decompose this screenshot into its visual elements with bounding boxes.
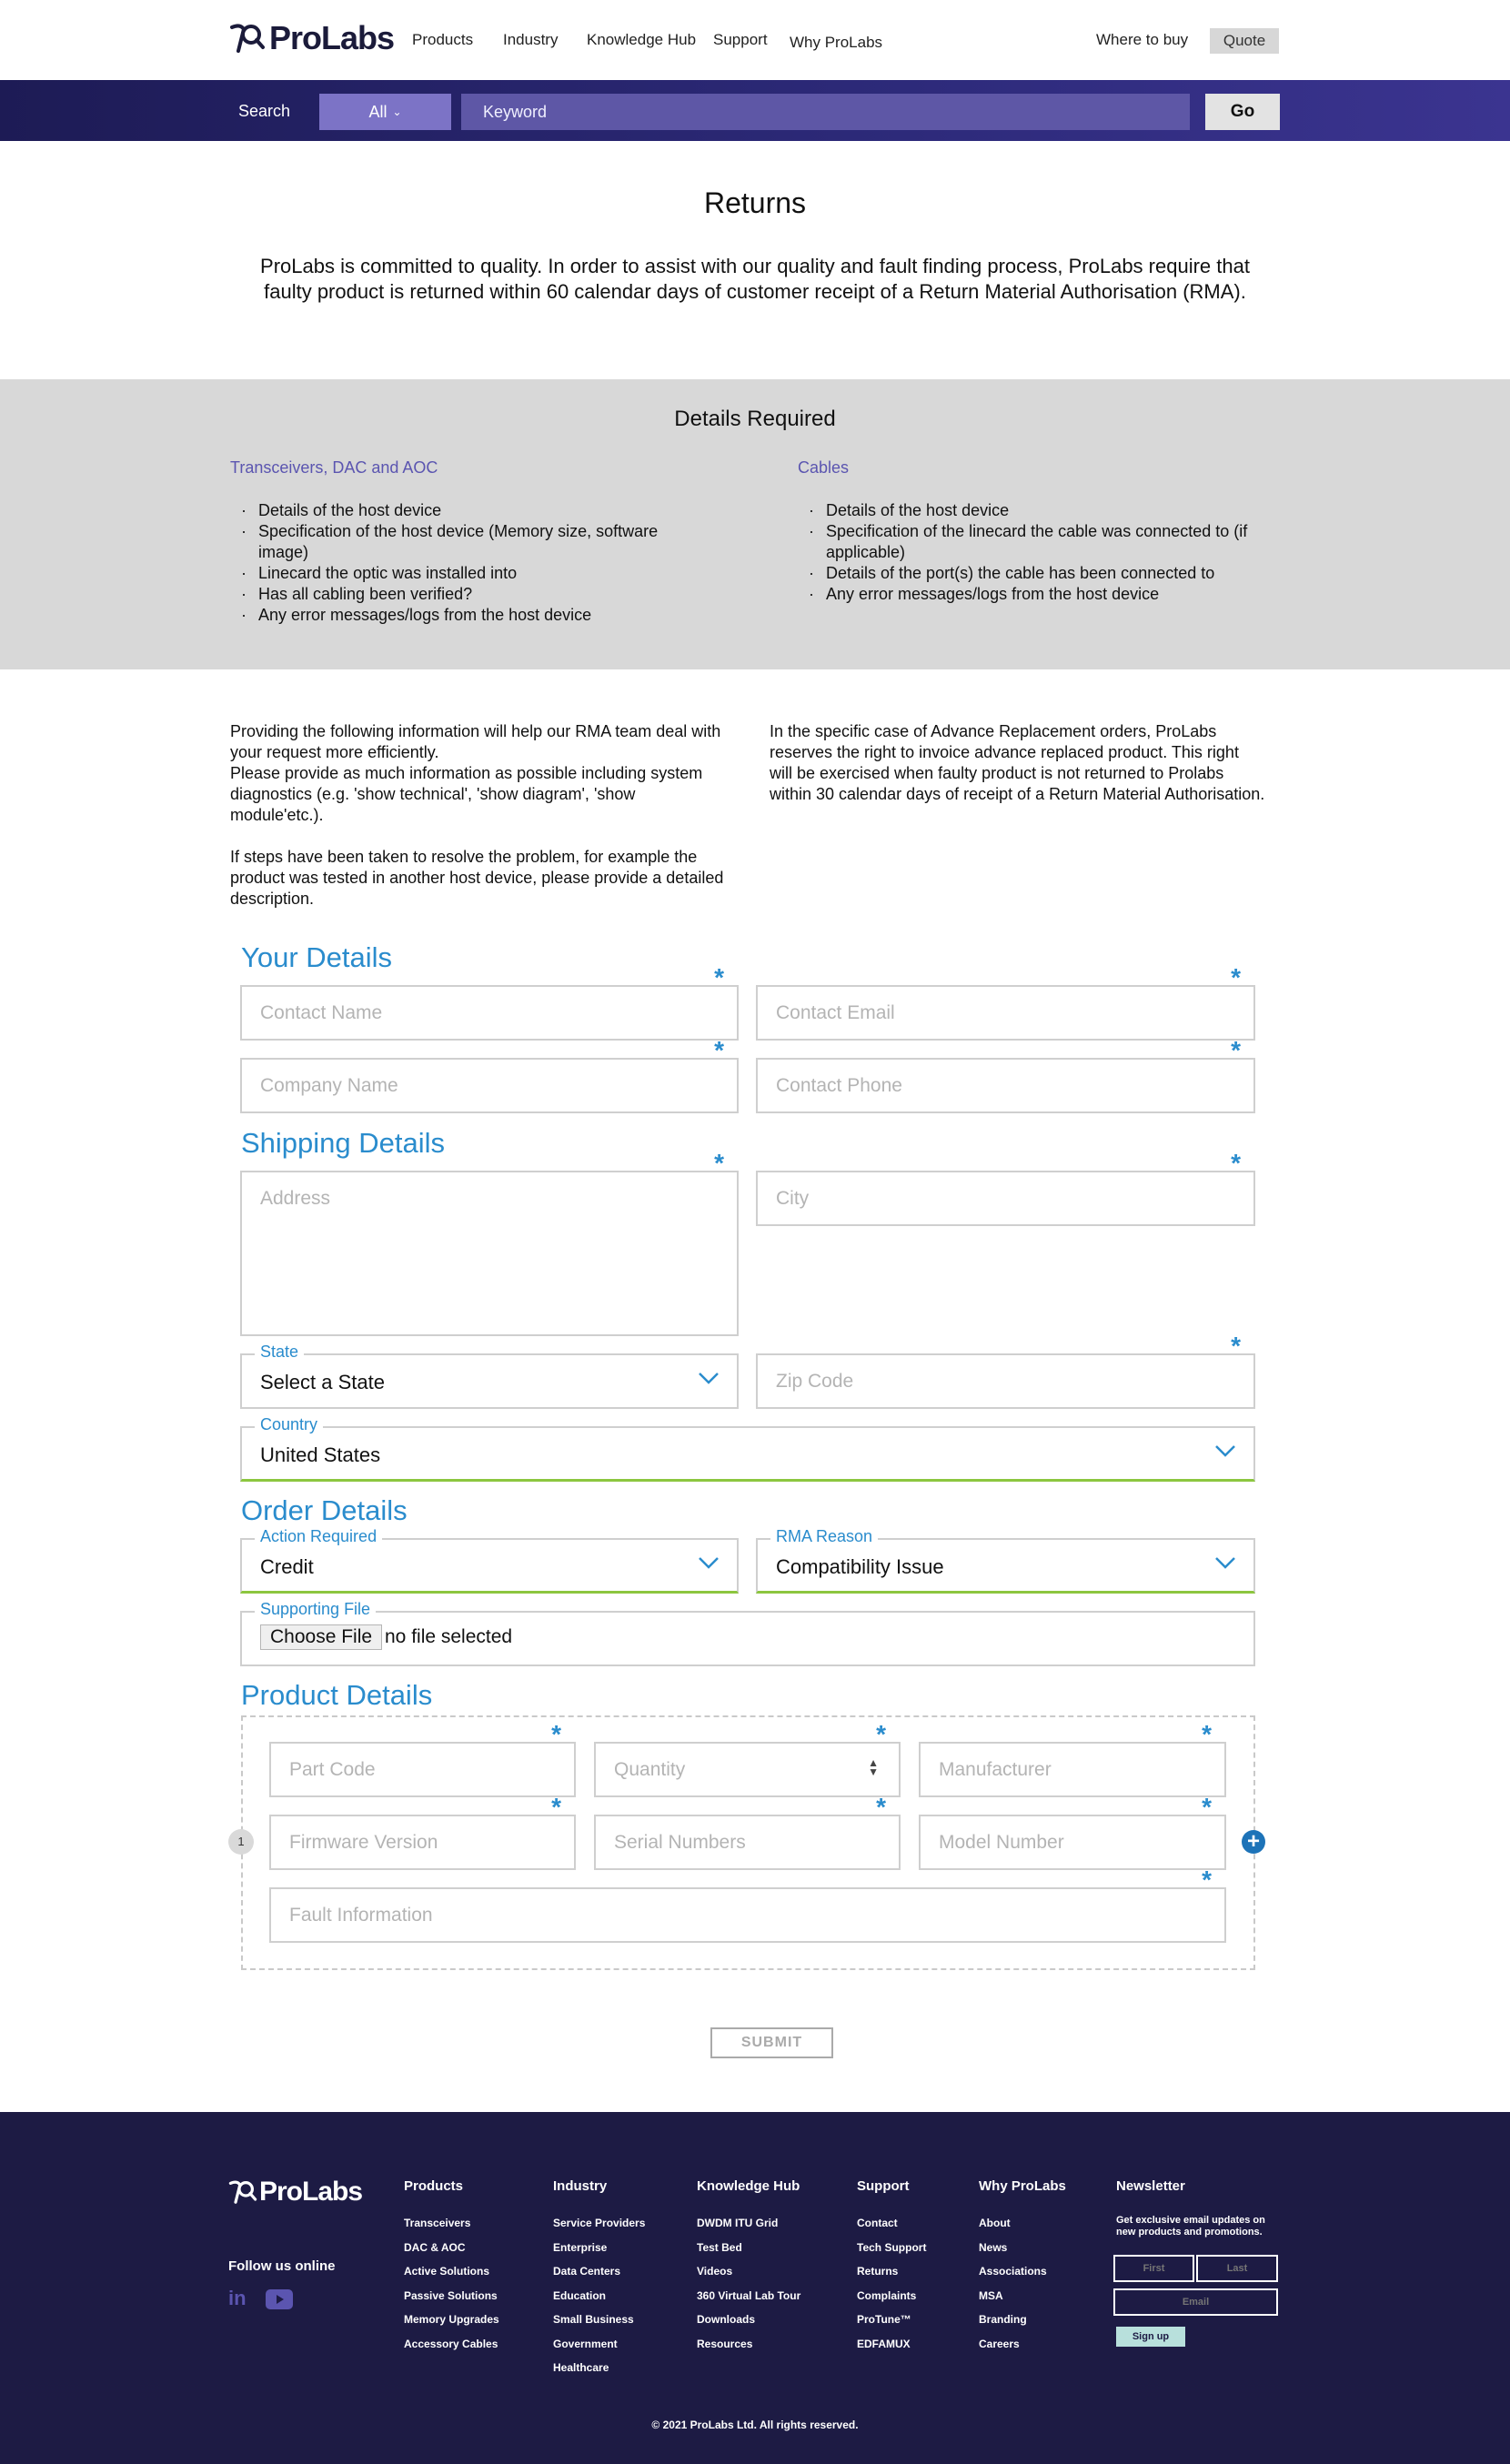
footer-logo[interactable]	[228, 2177, 362, 2208]
required-asterisk-icon: *	[714, 963, 724, 991]
footer-link[interactable]: EDFAMUX	[857, 2337, 911, 2350]
fault-information-placeholder: Fault Information	[289, 1905, 433, 1926]
newsletter-last-name-input[interactable]	[1196, 2255, 1278, 2282]
footer-link[interactable]: Resources	[697, 2337, 753, 2350]
youtube-icon[interactable]	[266, 2289, 293, 2309]
footer-link[interactable]: Small Business	[553, 2313, 634, 2326]
info-left	[230, 721, 726, 910]
state-label: State	[255, 1343, 304, 1362]
newsletter-column	[1116, 2178, 1185, 2211]
prolabs-logo-icon	[229, 20, 266, 56]
footer-link[interactable]: Memory Upgrades	[404, 2313, 499, 2326]
serial-numbers-placeholder: Serial Numbers	[614, 1832, 746, 1853]
chevron-down-icon	[1215, 1444, 1235, 1457]
footer-link[interactable]: News	[979, 2240, 1008, 2254]
manufacturer-placeholder: Manufacturer	[939, 1759, 1052, 1780]
address-field[interactable]	[240, 1149, 739, 1336]
footer-link[interactable]: Associations	[979, 2265, 1047, 2278]
required-asterisk-icon: *	[714, 1149, 724, 1177]
top-header	[0, 0, 1510, 80]
part-code-field[interactable]	[269, 1720, 576, 1797]
chevron-down-icon	[1215, 1556, 1235, 1569]
nav-industry[interactable]: Industry	[503, 31, 559, 48]
footer-brand-name: ProLabs	[259, 2177, 363, 2207]
list-item: · Has all cabling been verified?	[230, 584, 703, 605]
newsletter-text: Get exclusive email updates on new products and promotions.	[1116, 2215, 1265, 2238]
search-category-dropdown[interactable]	[319, 94, 451, 130]
details-required-title: Details Required	[674, 407, 836, 431]
required-asterisk-icon: *	[1202, 1793, 1212, 1821]
footer-link[interactable]: Tech Support	[857, 2240, 927, 2254]
search-label: Search	[238, 102, 291, 120]
quantity-placeholder: Quantity	[614, 1759, 686, 1780]
info-right: In the specific case of Advance Replacement orders, ProLabs reserves the right to invoice advance replaced product. This right will be exercised when faulty product is not returned to Prolabs within 30 calendar days of receipt of a Return Material Authorisation.	[770, 722, 1265, 803]
footer-link[interactable]: Healthcare	[553, 2361, 609, 2374]
country-select[interactable]	[240, 1415, 1255, 1482]
footer-link[interactable]: Enterprise	[553, 2240, 608, 2254]
contact-name-placeholder: Contact Name	[260, 1002, 383, 1023]
list-item: · Details of the host device	[230, 500, 703, 521]
footer-link[interactable]: Passive Solutions	[404, 2288, 498, 2302]
city-placeholder: City	[776, 1188, 810, 1209]
intro-text: ProLabs is committed to quality. In order to assist with our quality and fault finding process, ProLabs require that faulty product is returned within 60 calendar days of customer receipt of a Return Material Authorisation (RMA).	[260, 255, 1250, 303]
footer-support-column	[857, 2178, 926, 2356]
copyright-text: © 2021 ProLabs Ltd. All rights reserved.	[651, 2419, 859, 2431]
add-product-row-button[interactable]: +	[1242, 1830, 1265, 1854]
choose-file-button[interactable]: Choose File	[260, 1624, 382, 1650]
fault-information-field[interactable]	[269, 1866, 1226, 1943]
model-number-placeholder: Model Number	[939, 1832, 1064, 1853]
firmware-version-field[interactable]	[269, 1793, 576, 1870]
list-item: · Specification of the host device (Memory size, software image)	[230, 521, 703, 563]
footer-why-prolabs-column	[979, 2178, 1066, 2356]
brand-name: ProLabs	[269, 19, 395, 56]
footer-link[interactable]: Returns	[857, 2265, 899, 2278]
transceivers-list	[230, 500, 703, 626]
cables-list	[798, 500, 1289, 605]
zip-code-placeholder: Zip Code	[776, 1371, 854, 1392]
required-asterisk-icon: *	[1231, 1332, 1241, 1360]
chevron-down-icon: ⌄	[392, 106, 402, 118]
chevron-down-icon	[699, 1556, 719, 1569]
nav-support[interactable]: Support	[713, 31, 768, 48]
zip-code-field[interactable]	[756, 1332, 1255, 1409]
footer-link[interactable]: Test Bed	[697, 2240, 742, 2254]
required-asterisk-icon: *	[1231, 963, 1241, 991]
stepper-arrows-icon[interactable]: ▲ ▼	[868, 1756, 879, 1778]
footer-column-heading: Support	[857, 2178, 910, 2194]
order-details-title: Order Details	[241, 1494, 408, 1526]
nav-why-prolabs[interactable]: Why ProLabs	[790, 34, 883, 51]
list-item: · Details of the port(s) the cable has been connected to	[798, 563, 1289, 584]
newsletter-signup-button[interactable]: Sign up	[1116, 2327, 1185, 2347]
list-item: · Any error messages/logs from the host device	[230, 605, 703, 626]
info-paragraph: Please provide as much information as possible including system diagnostics (e.g. 'show technical', 'show diagram', 'show module'etc.).	[230, 764, 703, 824]
nav-products[interactable]: Products	[412, 31, 474, 48]
footer-link[interactable]: Education	[553, 2288, 607, 2302]
contact-email-placeholder: Contact Email	[776, 1002, 895, 1023]
city-field[interactable]	[756, 1149, 1255, 1226]
required-asterisk-icon: *	[551, 1720, 561, 1748]
newsletter-email-input[interactable]	[1113, 2288, 1278, 2316]
state-select[interactable]	[240, 1343, 739, 1409]
footer-column-heading: Why ProLabs	[979, 2178, 1066, 2194]
action-required-select[interactable]	[240, 1527, 739, 1594]
footer-link[interactable]: DWDM ITU Grid	[697, 2217, 779, 2229]
footer-link[interactable]: 360 Virtual Lab Tour	[697, 2288, 801, 2302]
footer	[0, 2112, 1510, 2464]
required-asterisk-icon: *	[1202, 1720, 1212, 1748]
footer-link[interactable]: Branding	[979, 2313, 1027, 2326]
footer-column-heading: Products	[404, 2178, 464, 2194]
list-item: · Specification of the linecard the cable was connected to (if applicable)	[798, 521, 1289, 563]
required-asterisk-icon: *	[876, 1793, 886, 1821]
footer-link[interactable]: MSA	[979, 2288, 1003, 2302]
required-asterisk-icon: *	[714, 1036, 724, 1064]
footer-link[interactable]: Government	[553, 2337, 618, 2350]
contact-phone-placeholder: Contact Phone	[776, 1075, 902, 1096]
footer-link[interactable]: DAC & AOC	[404, 2240, 466, 2254]
footer-products-column	[404, 2178, 499, 2356]
search-category-value: All	[368, 102, 388, 121]
rma-reason-select[interactable]	[756, 1527, 1255, 1594]
contact-phone-field[interactable]	[756, 1036, 1255, 1113]
state-value: Select a State	[260, 1371, 385, 1393]
contact-email-field[interactable]	[756, 963, 1255, 1041]
newsletter-heading: Newsletter	[1116, 2178, 1185, 2194]
footer-link[interactable]: Contact	[857, 2217, 898, 2229]
required-asterisk-icon: *	[551, 1793, 561, 1821]
quantity-stepper[interactable]	[594, 1720, 901, 1797]
info-paragraph: Providing the following information will help our RMA team deal with your request more efficiently.	[230, 722, 721, 761]
footer-link[interactable]: Careers	[979, 2337, 1020, 2350]
company-name-placeholder: Company Name	[260, 1075, 398, 1096]
manufacturer-field[interactable]	[919, 1720, 1226, 1797]
list-item: · Any error messages/logs from the host device	[798, 584, 1289, 605]
follow-us-label: Follow us online	[228, 2258, 336, 2274]
footer-link[interactable]: Transceivers	[404, 2217, 471, 2229]
part-code-placeholder: Part Code	[289, 1759, 376, 1780]
required-asterisk-icon: *	[1202, 1866, 1212, 1894]
cables-heading: Cables	[798, 458, 850, 477]
search-bar	[0, 80, 1510, 141]
footer-link[interactable]: Videos	[697, 2265, 733, 2278]
supporting-file-label: Supporting File	[255, 1600, 376, 1619]
rma-reason-value: Compatibility Issue	[776, 1555, 944, 1578]
address-placeholder: Address	[260, 1188, 331, 1209]
list-item: · Details of the host device	[798, 500, 1289, 521]
prolabs-logo-icon	[228, 2177, 257, 2207]
quote-button[interactable]: Quote	[1210, 28, 1279, 54]
firmware-version-placeholder: Firmware Version	[289, 1832, 438, 1853]
transceivers-heading: Transceivers, DAC and AOC	[230, 458, 438, 477]
prolabs-logo[interactable]	[229, 20, 394, 56]
chevron-down-icon	[699, 1372, 719, 1384]
list-item: · Linecard the optic was installed into	[230, 563, 703, 584]
footer-link[interactable]: Data Centers	[553, 2265, 621, 2278]
info-paragraph: If steps have been taken to resolve the problem, for example the product was tested in another host device, please provide a detailed description.	[230, 848, 724, 908]
your-details-title: Your Details	[241, 941, 393, 973]
required-asterisk-icon: *	[876, 1720, 886, 1748]
required-asterisk-icon: *	[1231, 1149, 1241, 1177]
footer-column-heading: Knowledge Hub	[697, 2178, 800, 2194]
submit-button[interactable]: SUBMIT	[710, 2027, 833, 2058]
details-required-section	[0, 379, 1510, 669]
product-details-title: Product Details	[241, 1679, 433, 1711]
footer-knowledge-hub-column	[697, 2178, 800, 2356]
contact-name-field[interactable]	[240, 963, 739, 1041]
search-input[interactable]	[461, 94, 1190, 130]
nav-knowledge-hub[interactable]: Knowledge Hub	[587, 31, 697, 48]
product-row-number: 1	[228, 1829, 254, 1855]
shipping-details-title: Shipping Details	[241, 1127, 446, 1159]
serial-numbers-field[interactable]	[594, 1793, 901, 1870]
search-go-button[interactable]: Go	[1205, 94, 1280, 130]
newsletter-first-name-input[interactable]	[1113, 2255, 1194, 2282]
footer-link[interactable]: ProTune™	[857, 2313, 911, 2326]
footer-link[interactable]: About	[979, 2217, 1011, 2229]
rma-reason-label: RMA Reason	[770, 1527, 878, 1546]
footer-link[interactable]: Active Solutions	[404, 2265, 490, 2278]
linkedin-icon[interactable]: in	[228, 2287, 247, 2309]
page-title: Returns	[703, 186, 807, 219]
action-required-value: Credit	[260, 1555, 314, 1578]
required-asterisk-icon: *	[1231, 1036, 1241, 1064]
country-label: Country	[255, 1415, 323, 1434]
footer-link[interactable]: Downloads	[697, 2313, 756, 2326]
file-status-text: no file selected	[385, 1626, 513, 1647]
footer-link[interactable]: Accessory Cables	[404, 2337, 498, 2350]
company-name-field[interactable]	[240, 1036, 739, 1113]
footer-industry-column	[553, 2178, 645, 2380]
model-number-field[interactable]	[919, 1793, 1226, 1870]
footer-link[interactable]: Service Providers	[553, 2217, 646, 2229]
footer-column-heading: Industry	[553, 2178, 608, 2194]
footer-link[interactable]: Complaints	[857, 2288, 917, 2302]
action-required-label: Action Required	[255, 1527, 382, 1546]
country-value: United States	[260, 1443, 381, 1466]
supporting-file-field	[240, 1600, 1255, 1666]
where-to-buy-link[interactable]: Where to buy	[1096, 31, 1189, 48]
